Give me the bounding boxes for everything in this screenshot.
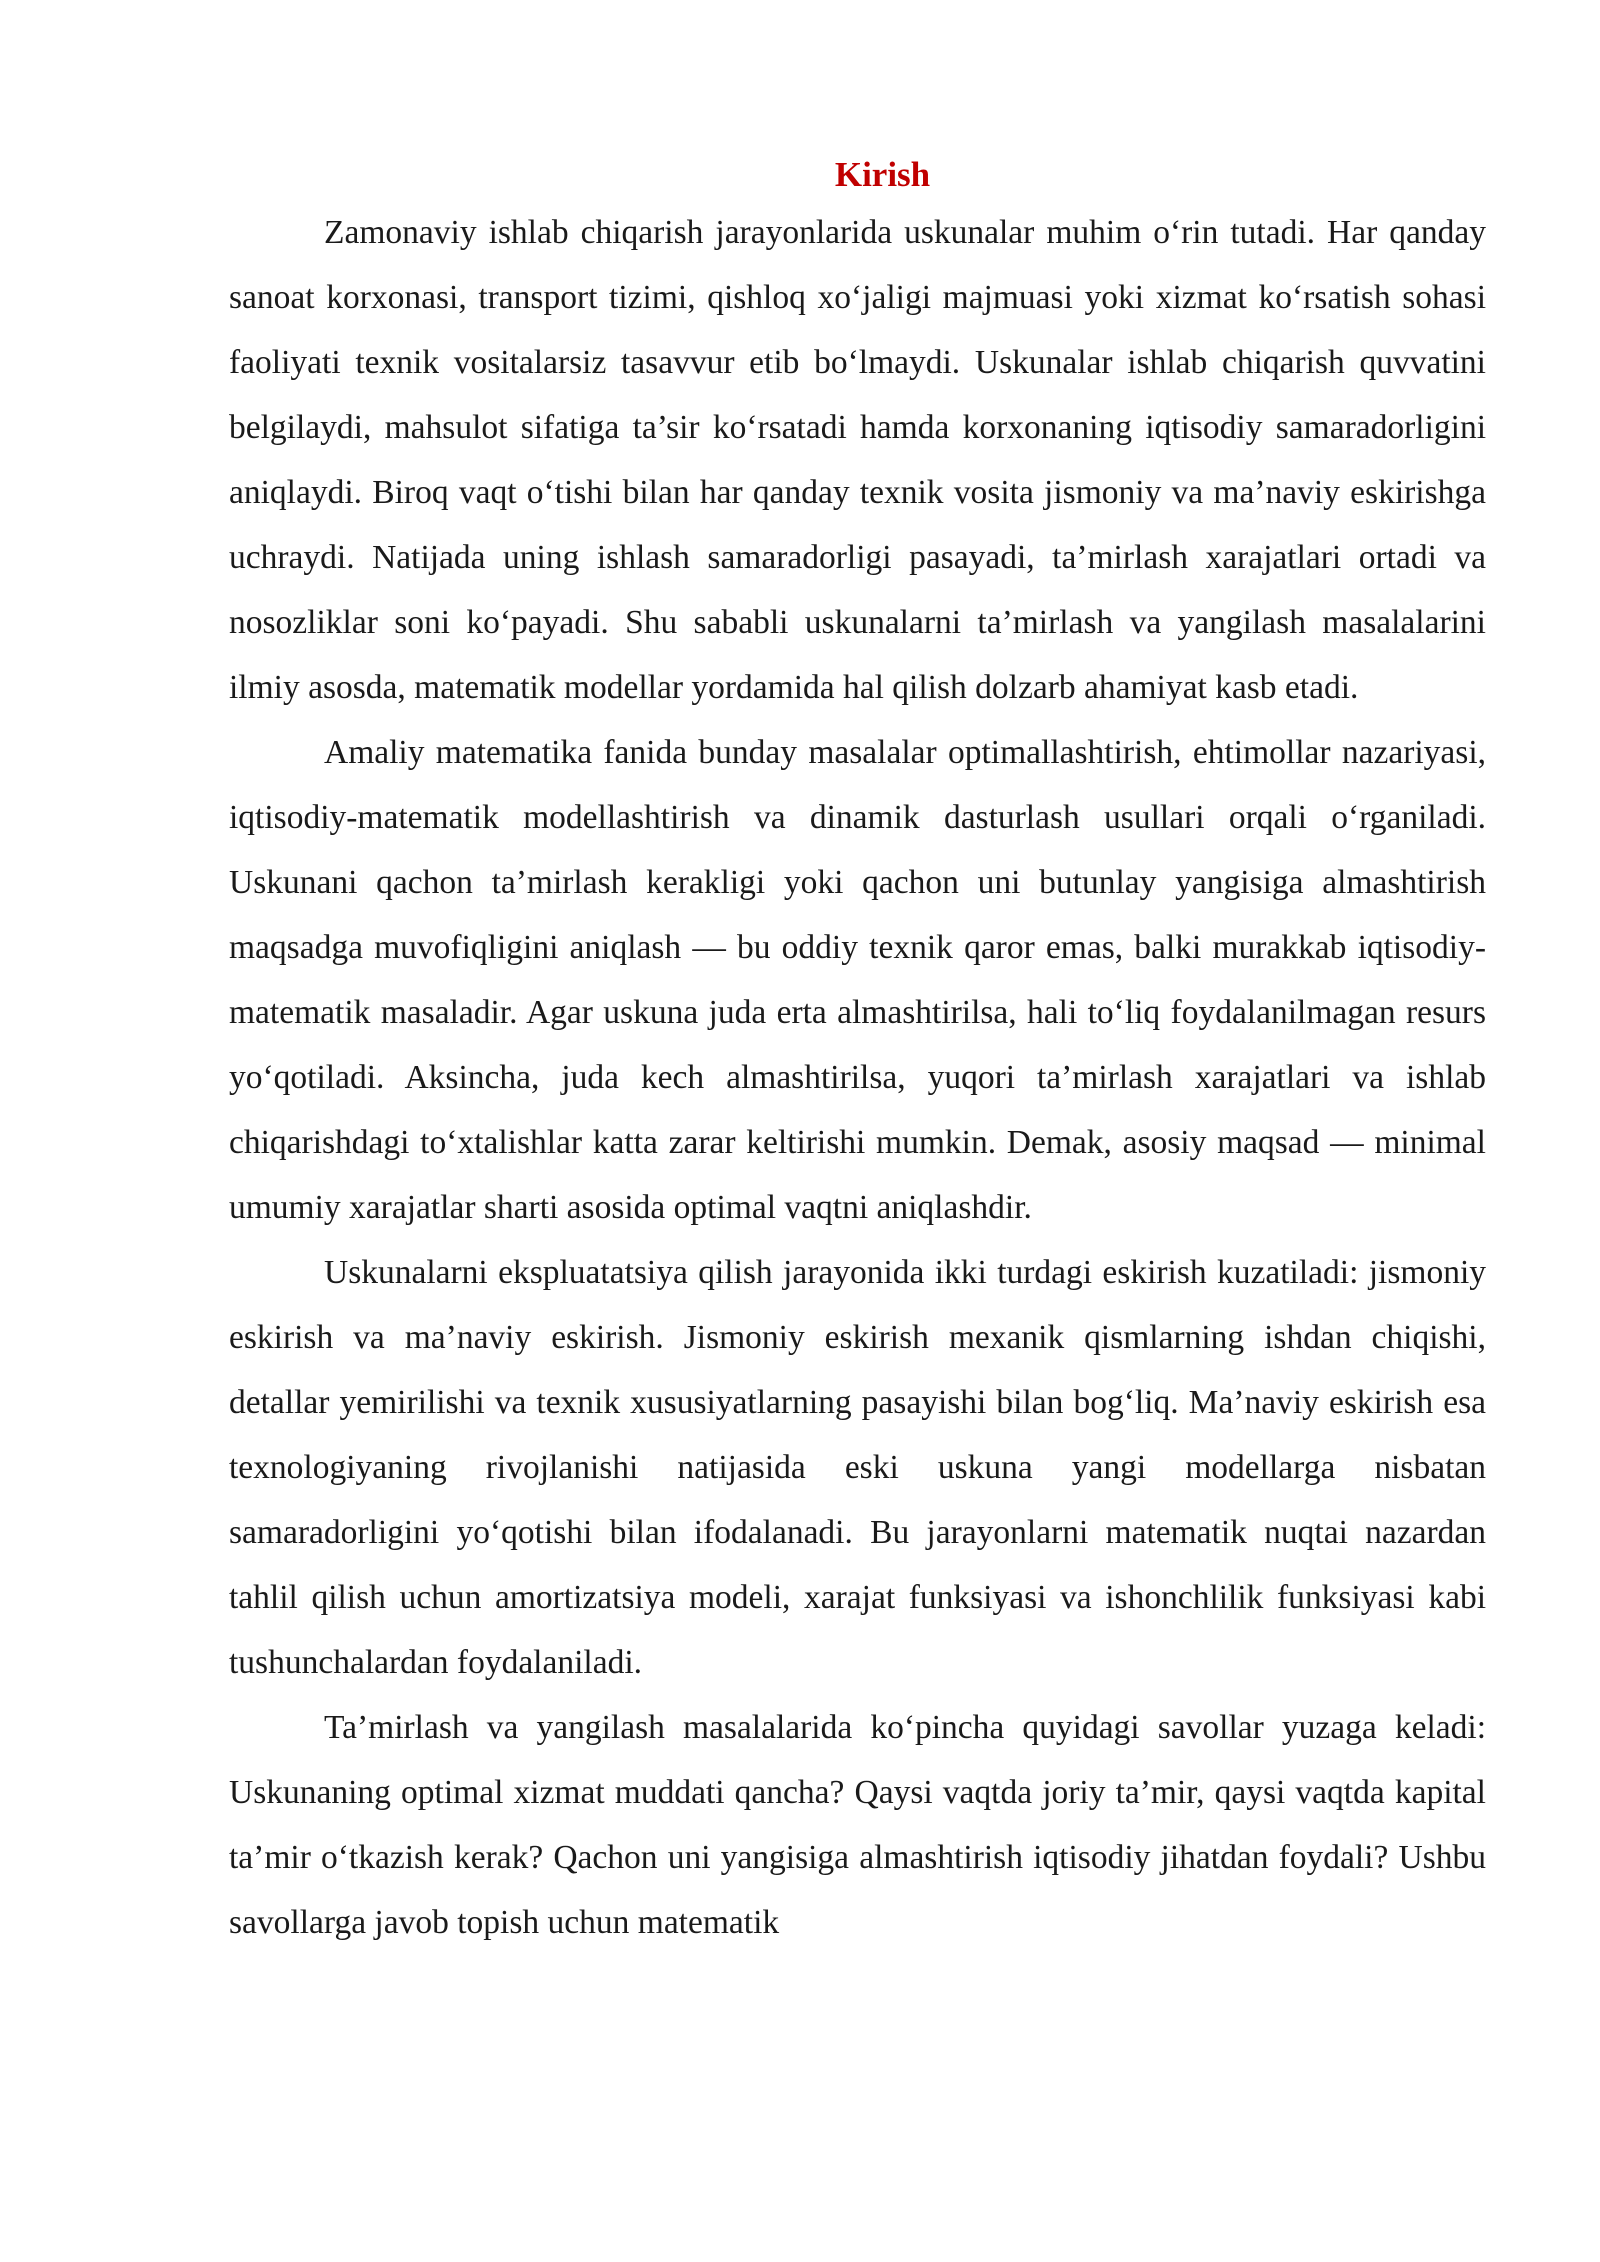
paragraph-2: Amaliy matematika fanida bunday masalalar optimallashtirish, ehtimollar nazariyasi, iqtisodiy-matematik modellashtirish va dinamik dasturlash usullari orqali o‘rganiladi. Uskunani qachon ta’mirlash kerakligi yoki qachon uni butunlay yangisiga almashtirish maqsadga muvofiqligini aniqlash — bu oddiy texnik qaror emas, balki murakkab iqtisodiy-matematik masaladir. Agar uskuna juda erta almashtirilsa, hali to‘liq foydalanilmagan resurs yo‘qotiladi. Aksincha, juda kech almashtirilsa, yuqori ta’mirlash xarajatlari va ishlab chiqarishdagi to‘xtalishlar katta zarar keltirishi mumkin. Demak, asosiy maqsad — minimal umumiy xarajatlar sharti asosida optimal vaqtni aniqlashdir. <box>229 734 1486 1226</box>
document-body <box>229 150 1486 1955</box>
section-title: Kirish <box>834 155 931 194</box>
paragraph-1: Zamonaviy ishlab chiqarish jarayonlarida uskunalar muhim o‘rin tutadi. Har qanday sanoat korxonasi, transport tizimi, qishloq xo‘jaligi majmuasi yoki xizmat ko‘rsatish sohasi faoliyati texnik vositalarsiz tasavvur etib bo‘lmaydi. Uskunalar ishlab chiqarish quvvatini belgilaydi, mahsulot sifatiga ta’sir ko‘rsatadi hamda korxonaning iqtisodiy samaradorligini aniqlaydi. Biroq vaqt o‘tishi bilan har qanday texnik vosita jismoniy va ma’naviy eskirishga uchraydi. Natijada uning ishlash samaradorligi pasayadi, ta’mirlash xarajatlari ortadi va nosozliklar soni ko‘payadi. Shu sababli uskunalarni ta’mirlash va yangilash masalalarini ilmiy asosda, matematik modellar yordamida hal qilish dolzarb ahamiyat kasb etadi. <box>229 214 1486 706</box>
paragraph-3: Uskunalarni ekspluatatsiya qilish jarayonida ikki turdagi eskirish kuzatiladi: jismoniy eskirish va ma’naviy eskirish. Jismoniy eskirish mexanik qismlarning ishdan chiqishi, detallar yemirilishi va texnik xususiyatlarning pasayishi bilan bog‘liq. Ma’naviy eskirish esa texnologiyaning rivojlanishi natijasida eski uskuna yangi modellarga nisbatan samaradorligini yo‘qotishi bilan ifodalanadi. Bu jarayonlarni matematik nuqtai nazardan tahlil qilish uchun amortizatsiya modeli, xarajat funksiyasi va ishonchlilik funksiyasi kabi tushunchalardan foydalaniladi. <box>229 1254 1486 1681</box>
paragraph-4: Ta’mirlash va yangilash masalalarida ko‘pincha quyidagi savollar yuzaga keladi: Uskunaning optimal xizmat muddati qancha? Qaysi vaqtda joriy ta’mir, qaysi vaqtda kapital ta’mir o‘tkazish kerak? Qachon uni yangisiga almashtirish iqtisodiy jihatdan foydali? Ushbu savollarga javob topish uchun matematik <box>229 1709 1486 1941</box>
